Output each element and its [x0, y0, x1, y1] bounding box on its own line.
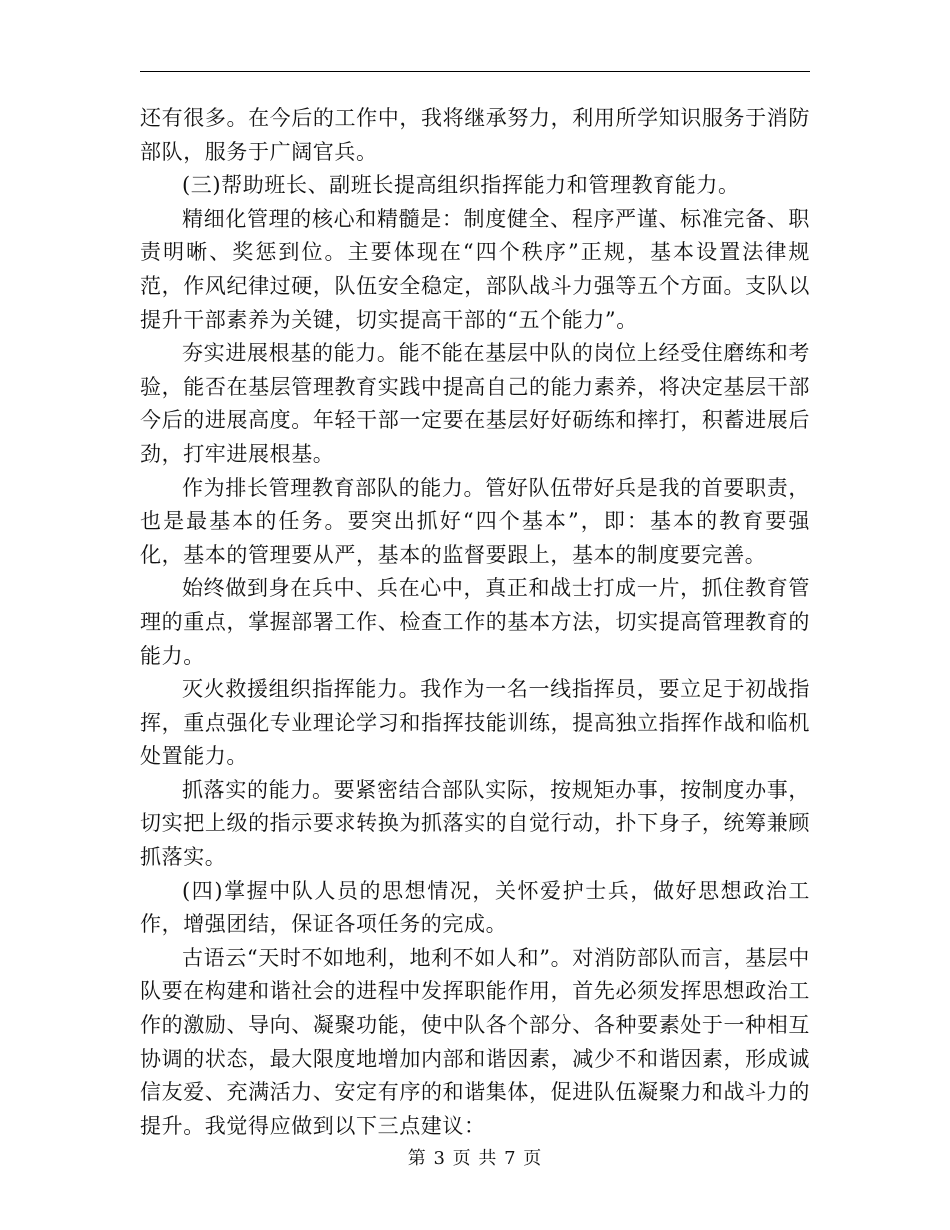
paragraph: 抓落实的能力。要紧密结合部队实际，按规矩办事，按制度办事，切实把上级的指示要求转换为抓落实的自觉行动，扑下身子，统筹兼顾抓落实。 [140, 777, 810, 870]
paragraph: 灭火救援组织指挥能力。我作为一名一线指挥员，要立足于初战指挥，重点强化专业理论学习和指挥技能训练，提高独立指挥作战和临机处置能力。 [140, 677, 810, 769]
paragraph: 精细化管理的核心和精髓是：制度健全、程序严谨、标准完备、职责明晰、奖惩到位。主要体现在“四个秩序”正规，基本设置法律规范，作风纪律过硬，队伍安全稳定，部队战斗力强等五个方面。支队以提升干部素养为关键，切实提高干部的“五个能力”。 [140, 206, 810, 332]
paragraph: 始终做到身在兵中、兵在心中，真正和战士打成一片，抓住教育管理的重点，掌握部署工作、检查工作的基本方法，切实提高管理教育的能力。 [140, 576, 810, 668]
header-rule [140, 71, 810, 72]
section-heading: (四)掌握中队人员的思想情况，关怀爱护士兵，做好思想政治工作，增强团结，保证各项任务的完成。 [140, 878, 810, 937]
page-number: 第 3 页 共 7 页 [407, 1148, 543, 1169]
paragraph: 夯实进展根基的能力。能不能在基层中队的岗位上经受住磨练和考验，能否在基层管理教育实践中提高自己的能力素养，将决定基层干部今后的进展高度。年轻干部一定要在基层好好砺练和摔打，积蓄进展后劲，打牢进展根基。 [140, 341, 810, 466]
paragraph: 作为排长管理教育部队的能力。管好队伍带好兵是我的首要职责，也是最基本的任务。要突出抓好“四个基本”，即：基本的教育要强化，基本的管理要从严，基本的监督要跟上，基本的制度要完善。 [140, 475, 810, 567]
document-body [140, 102, 810, 1143]
section-heading: (三)帮助班长、副班长提高组织指挥能力和管理教育能力。 [182, 173, 740, 198]
paragraph: 还有很多。在今后的工作中，我将继承努力，利用所学知识服务于消防部队，服务于广阔官兵。 [140, 106, 810, 164]
paragraph: 古语云“天时不如地利，地利不如人和”。对消防部队而言，基层中队要在构建和谐社会的进程中发挥职能作用，首先必须发挥思想政治工作的激励、导向、凝聚功能，使中队各个部分、各种要素处于一种相互协调的状态，最大限度地增加内部和谐因素，减少不和谐因素，形成诚信友爱、充满活力、安定有序的和谐集体，促进队伍凝聚力和战斗力的提升。我觉得应做到以下三点建议： [140, 945, 810, 1138]
